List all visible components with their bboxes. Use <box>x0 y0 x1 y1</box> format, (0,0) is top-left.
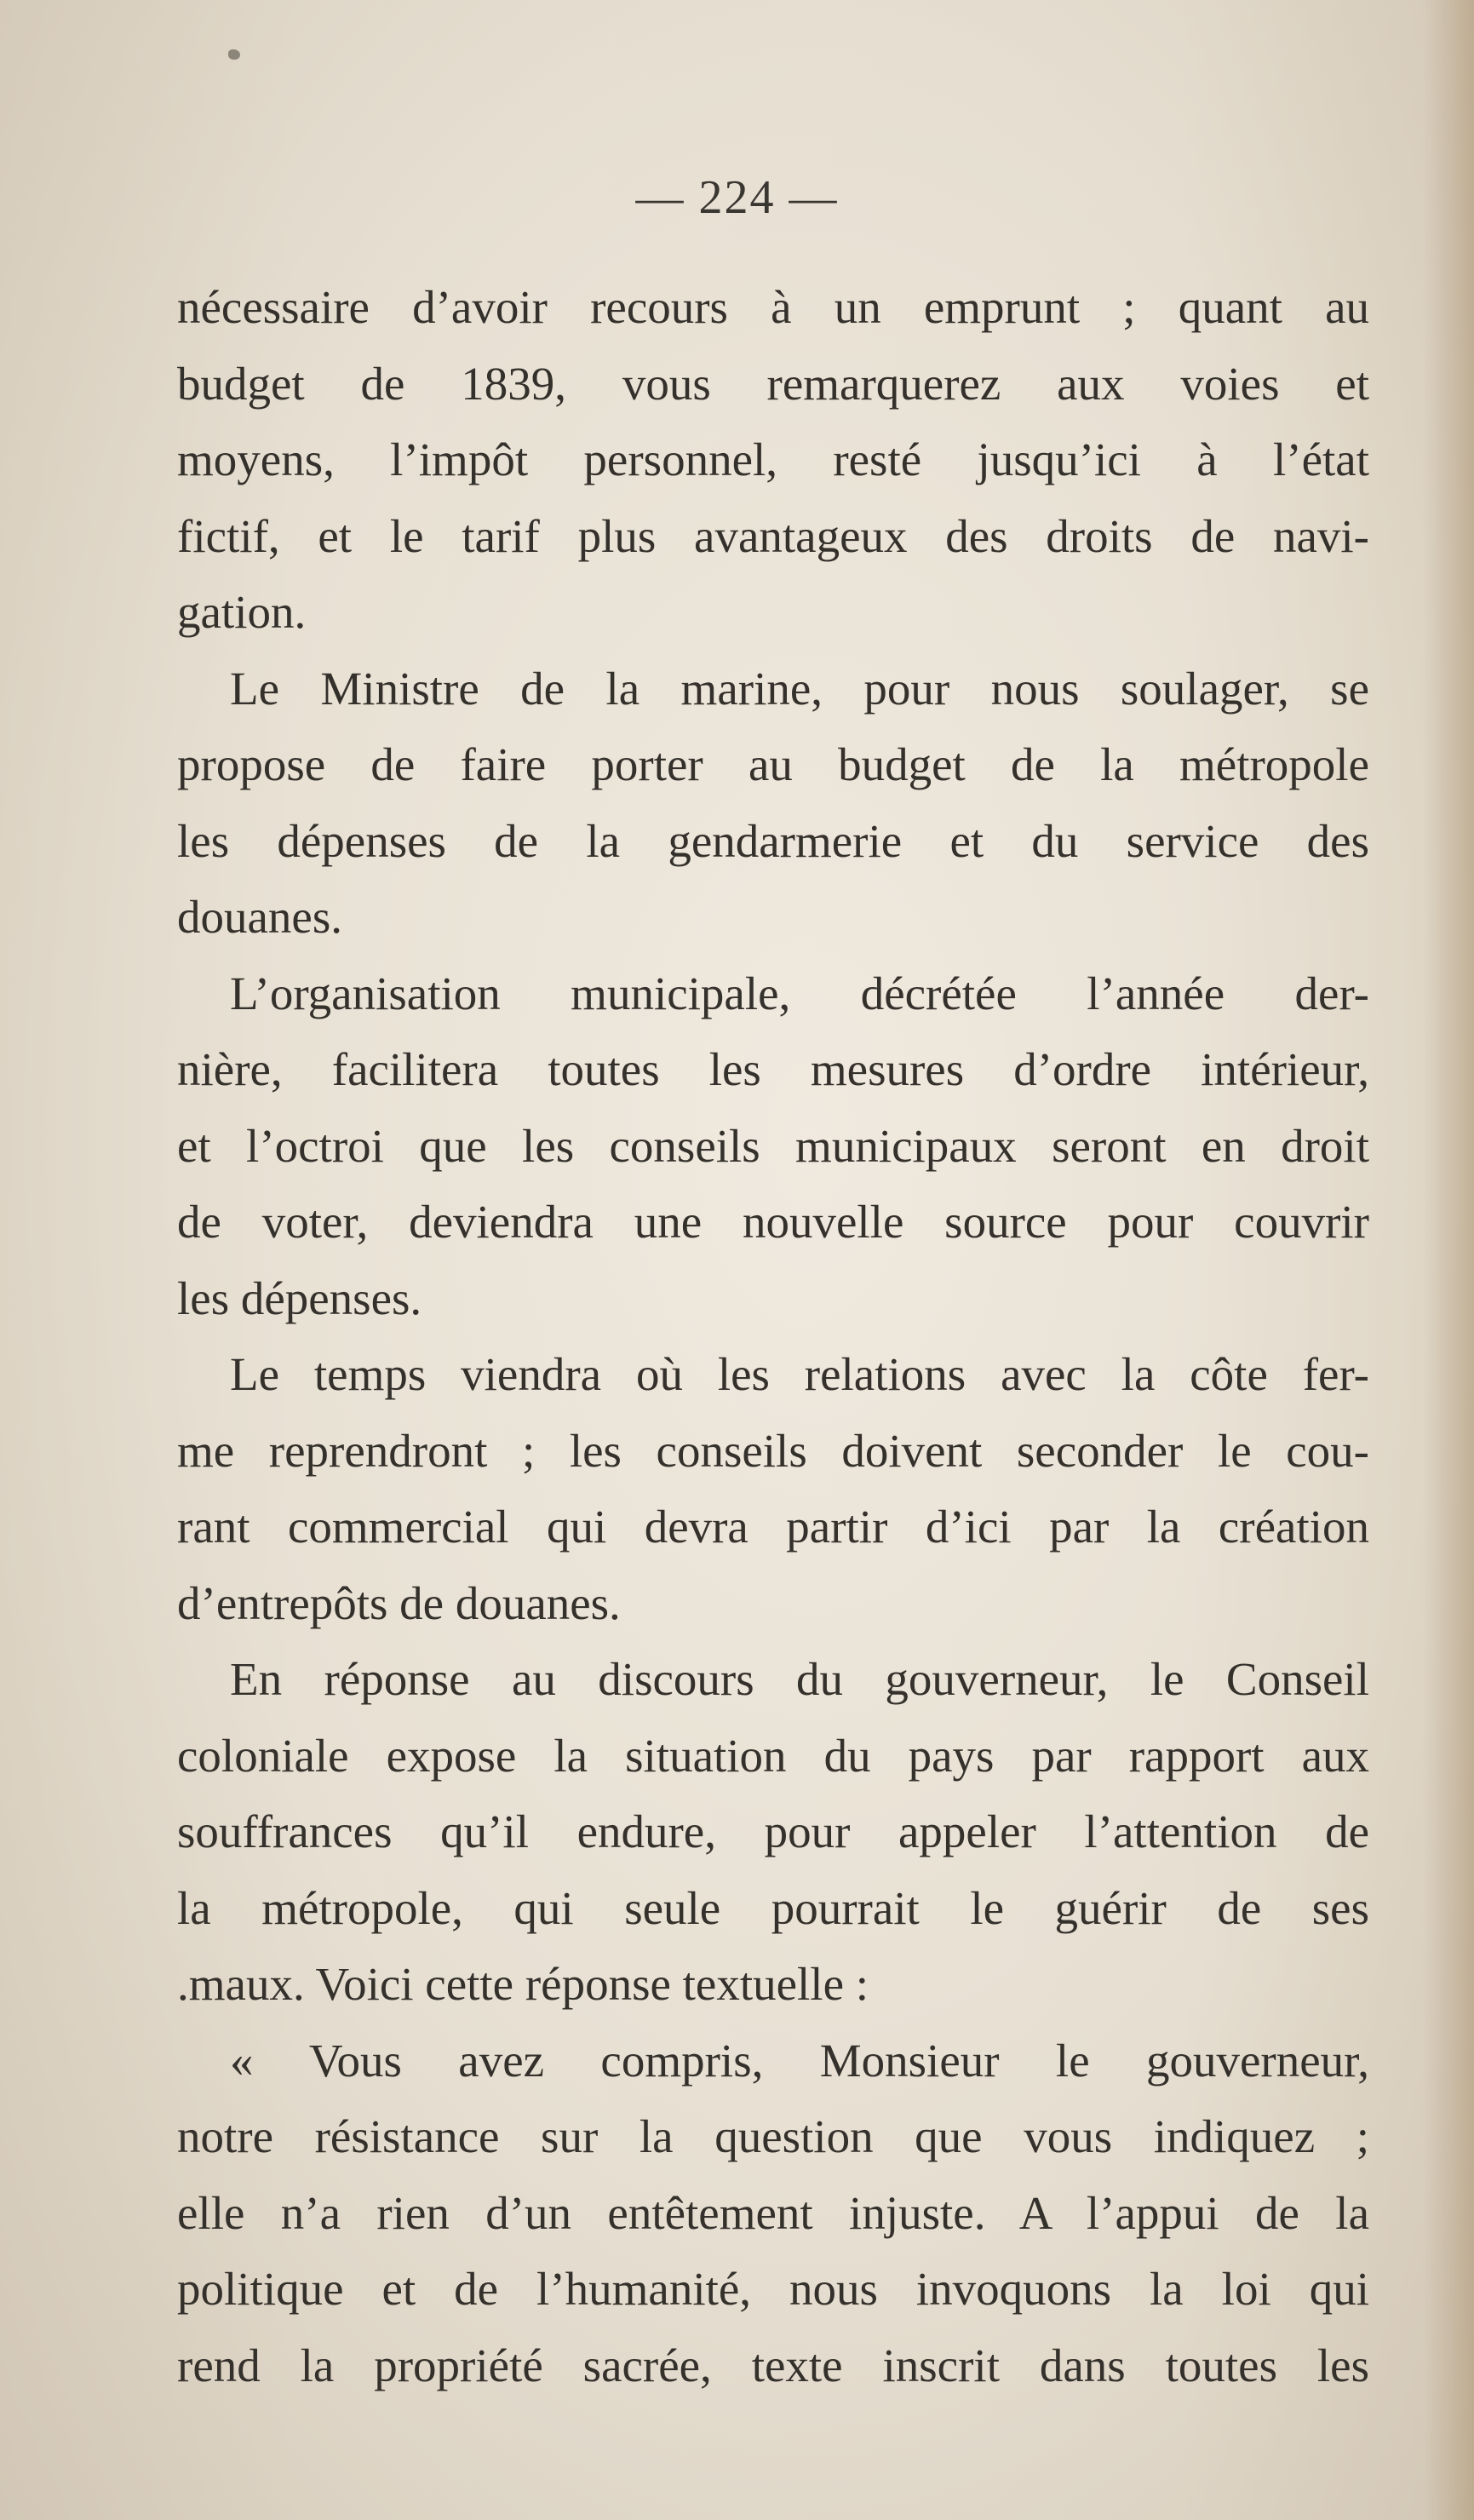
body-text <box>177 269 1369 2403</box>
text-line: moyens, l’impôt personnel, resté jusqu’ici à l’état <box>177 433 1369 485</box>
text-line: politique et de l’humanité, nous invoquons la loi qui <box>177 2263 1369 2315</box>
text-line: de voter, deviendra une nouvelle source pour couvrir <box>177 1196 1369 1248</box>
text-line: En réponse au discours du gouverneur, le Conseil <box>230 1653 1369 1705</box>
text-line: fictif, et le tarif plus avantageux des droits de navi- <box>177 509 1369 562</box>
page-edge-shadow <box>1423 0 1474 2520</box>
text-line: nécessaire d’avoir recours à un emprunt ; quant au <box>177 281 1369 333</box>
text-line: rend la propriété sacrée, texte inscrit dans toutes les <box>177 2339 1369 2391</box>
text-line: d’entrepôts de douanes. <box>177 1576 621 1629</box>
text-line: .maux. Voici cette réponse textuelle : <box>177 1958 869 2010</box>
text-line: coloniale expose la situation du pays par rapport aux <box>177 1729 1369 1782</box>
text-line: souffrances qu’il endure, pour appeler l’attention de <box>177 1805 1369 1857</box>
text-line: rant commercial qui devra partir d’ici par la création <box>177 1501 1369 1553</box>
text-line: Le temps viendra où les relations avec la côte fer- <box>230 1348 1369 1400</box>
text-line: « Vous avez compris, Monsieur le gouverneur, <box>230 2034 1369 2087</box>
text-line: nière, facilitera toutes les mesures d’ordre intérieur, <box>177 1043 1369 1095</box>
page-number: — 224 — <box>635 171 839 224</box>
text-line: budget de 1839, vous remarquerez aux voies et <box>177 357 1369 410</box>
text-line: les dépenses de la gendarmerie et du service des <box>177 814 1369 867</box>
text-line: gation. <box>177 586 307 638</box>
text-line: les dépenses. <box>177 1271 422 1324</box>
text-line: et l’octroi que les conseils municipaux seront en droit <box>177 1119 1369 1172</box>
text-line: notre résistance sur la question que vous indiquez ; <box>177 2110 1369 2162</box>
text-line: douanes. <box>177 891 342 943</box>
text-line: me reprendront ; les conseils doivent seconder le cou- <box>177 1424 1369 1477</box>
text-line: elle n’a rien d’un entêtement injuste. A l’appui de la <box>177 2186 1369 2239</box>
text-line: L’organisation municipale, décrétée l’année der- <box>230 967 1369 1019</box>
text-line: propose de faire porter au budget de la métropole <box>177 738 1369 790</box>
ink-spot <box>228 49 240 60</box>
text-line: Le Ministre de la marine, pour nous soulager, se <box>230 662 1369 715</box>
text-line: la métropole, qui seule pourrait le guérir de ses <box>177 1881 1369 1934</box>
